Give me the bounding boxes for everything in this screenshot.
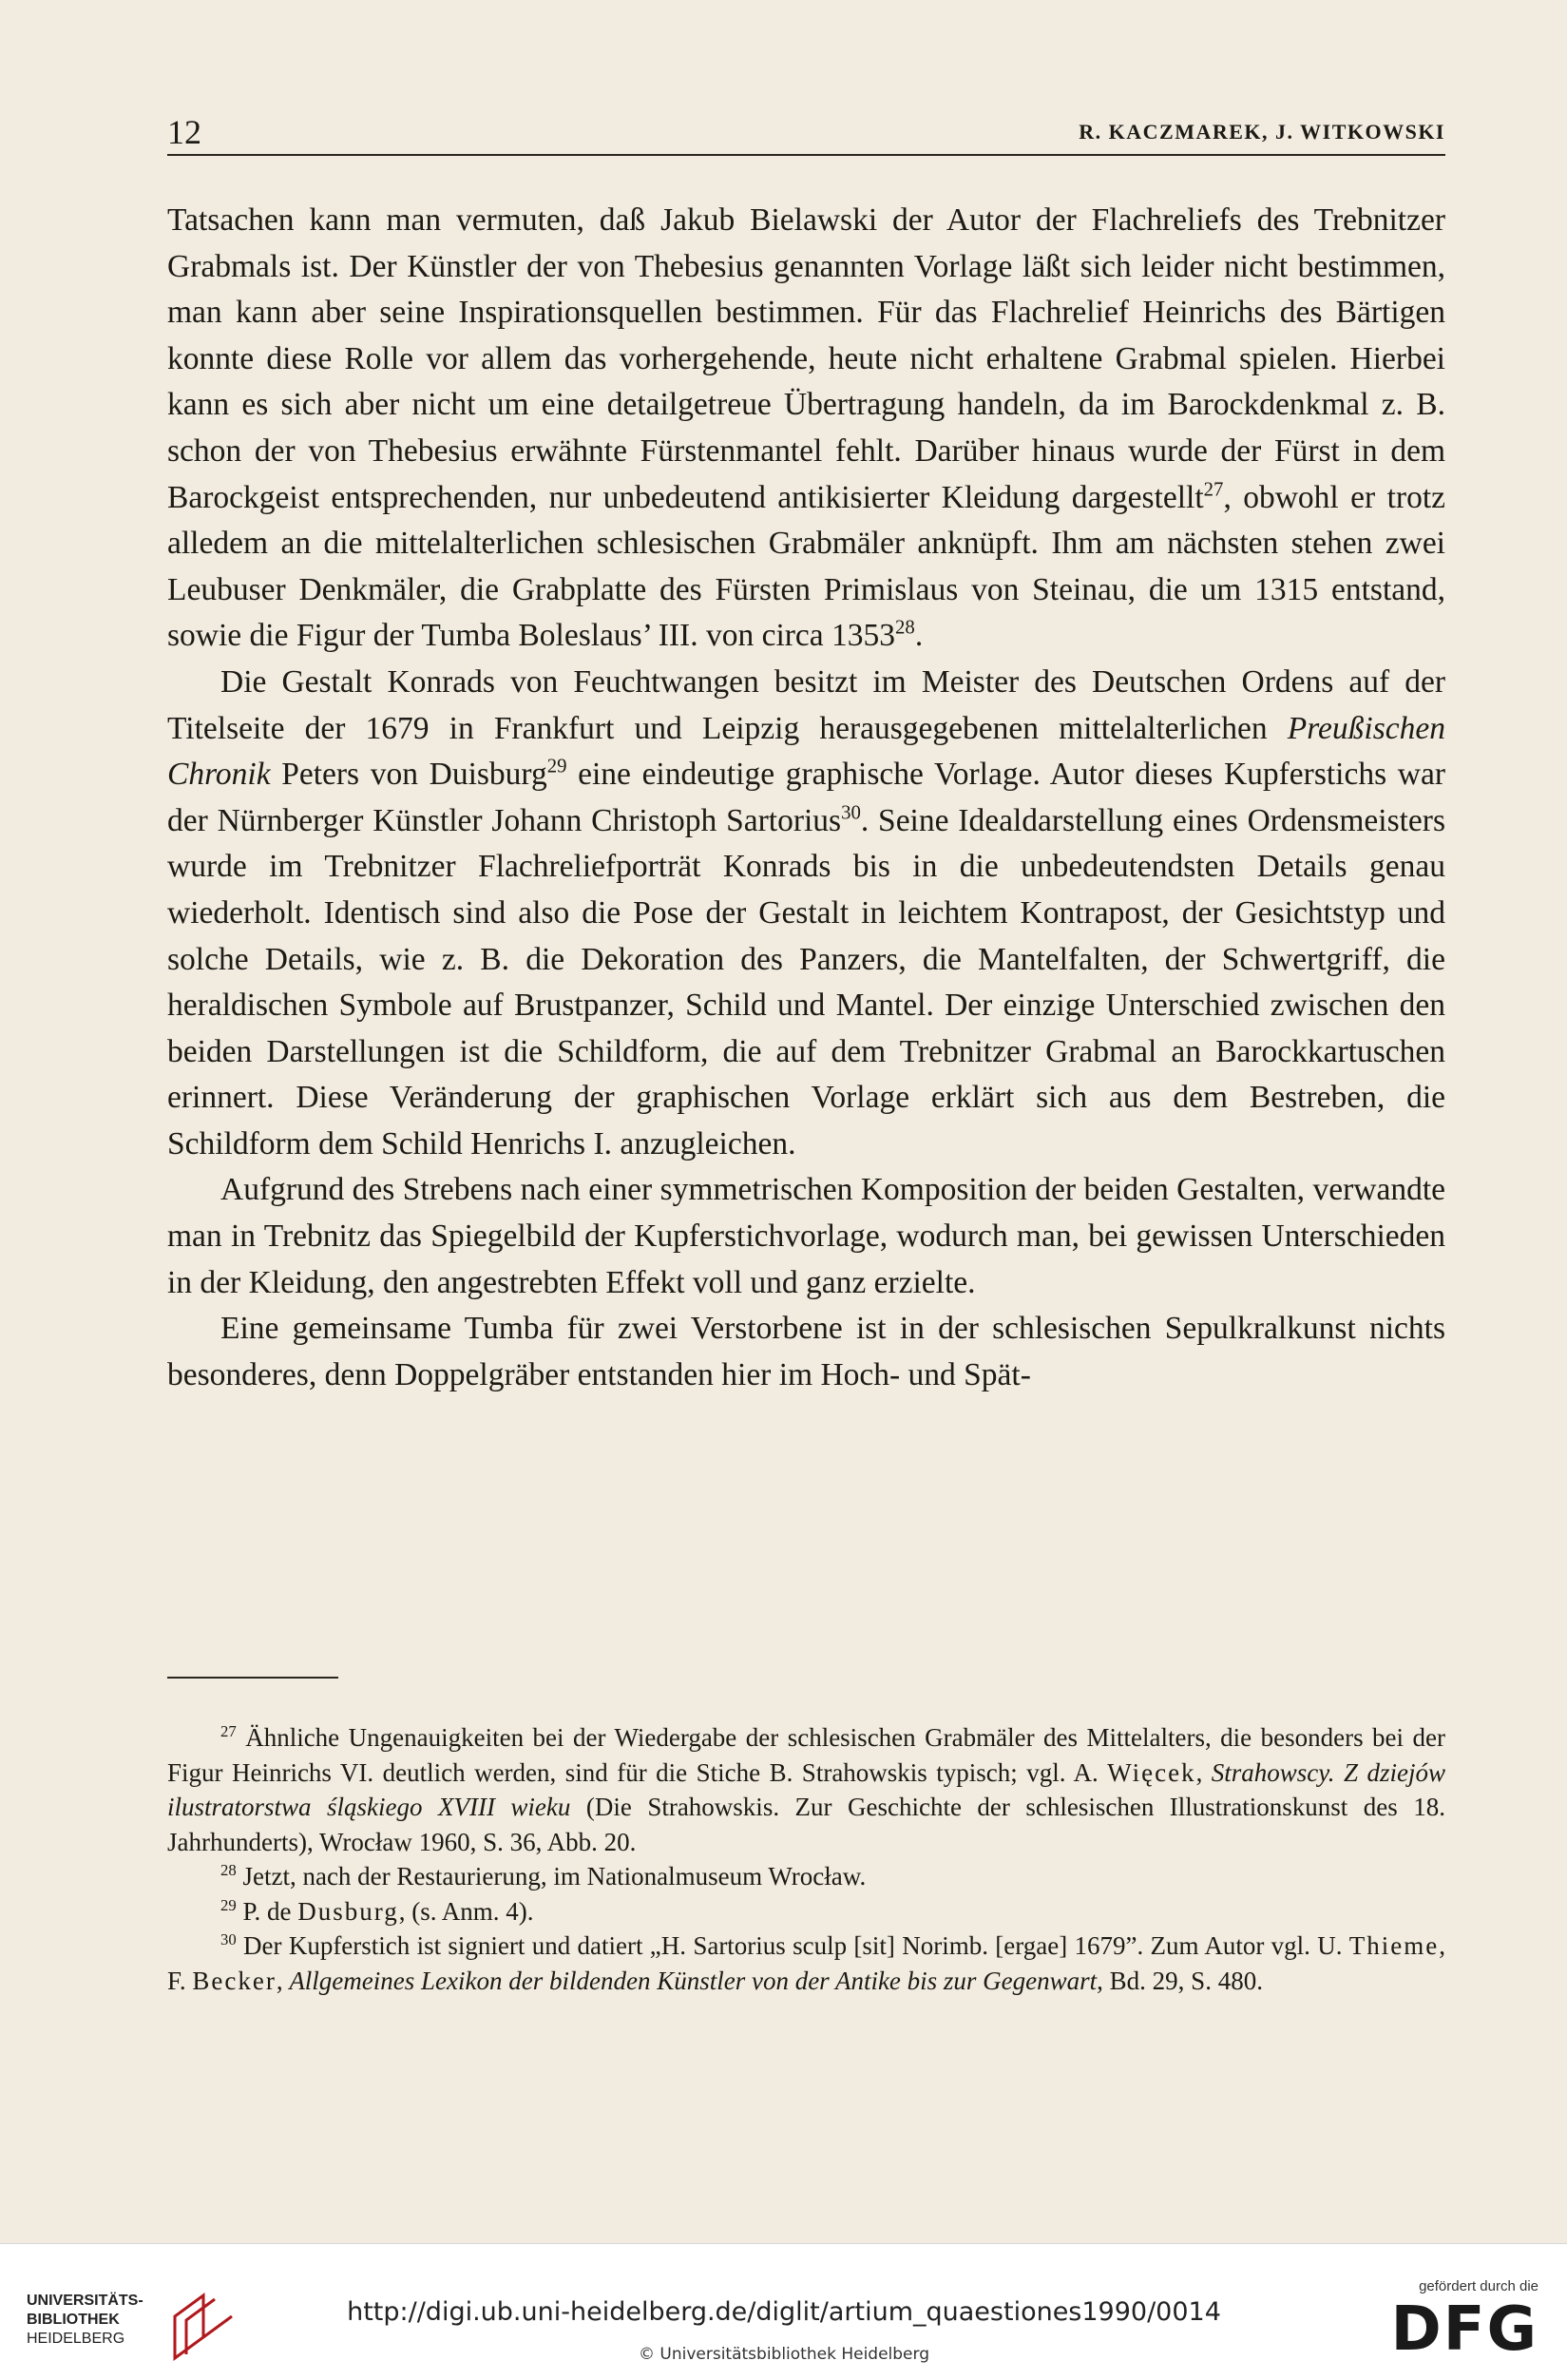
text-run: , obwohl er trotz alledem an die mittelalterlichen schlesischen Grabmäler anknüpft. Ihm am nächsten stehen zwei Leubuser Denkmäler, die Grabplatte des Fürsten Primislaus von Steinau, die um 1315 entstand, sowie die Figur der Tumba Boleslaus’ III. von circa 1353 — [167, 479, 1445, 654]
book-title: Strahowscy. Z dziejów ilustratorstwa śląskiego XVIII wieku — [167, 1757, 1445, 1821]
text-run: , F. — [167, 1931, 1445, 1995]
library-name-line: UNIVERSITÄTS- — [27, 2293, 143, 2309]
footnote-27 — [167, 1720, 1445, 1859]
paragraph-1 — [167, 198, 1445, 660]
funding-note: gefördert durch die — [1419, 2278, 1538, 2294]
footnotes — [167, 1720, 1445, 1998]
paragraph-4: Eine gemeinsame Tumba für zwei Verstorbene ist in der schlesischen Sepulkralkunst nichts besonderes, denn Doppelgräber entstanden hier im Hoch- und Spät- — [167, 1311, 1445, 1392]
footnote-number: 30 — [220, 1929, 237, 1948]
text-run: , (s. Anm. 4). — [398, 1896, 534, 1926]
page-header — [167, 112, 1445, 156]
text-run: P. de — [236, 1896, 298, 1926]
text-run: , — [276, 1966, 290, 1995]
text-run: (Die Strahowskis. Zur Geschichte der schlesischen Illustrationskunst des 18. Jahrhunderts), Wrocław 1960, S. 36, Abb. 20. — [167, 1793, 1445, 1856]
text-run: . Seine Idealdarstellung eines Ordensmeisters wurde im Trebnitzer Flachreliefporträt Konrads bis in die unbedeutendsten Details genau wiederholt. Identisch sind also die Pose der Gestalt in leichtem Kontrapost, der Gesichtstyp und solche Details, wie z. B. die Dekoration des Panzers, die Mantelfalten, der Schwertgriff, die heraldischen Symbole auf Brustpanzer, Schild und Mantel. Der einzige Unterschied zwischen den beiden Darstellungen ist die Schildform, die auf dem Trebnitzer Grabmal an Barockkartuschen erinnert. Diese Veränderung der graphischen Vorlage erklärt sich aus dem Bestreben, die Schildform dem Schild Henrichs I. anzugleichen. — [167, 802, 1445, 1161]
text-run: Peters von Duisburg — [270, 757, 547, 793]
running-head: R. KACZMAREK, J. WITKOWSKI — [1079, 120, 1445, 144]
text-run: eine eindeutige graphische Vorlage. Autor dieses Kupferstichs war der Nürnberger Künstler Johann Christoph Sartorius — [167, 757, 1445, 838]
digitization-footer — [0, 2243, 1567, 2380]
dfg-logo[interactable]: DFG — [1390, 2294, 1538, 2365]
book-title: Preußischen Chronik — [167, 710, 1445, 793]
author-name: Dusburg — [297, 1896, 399, 1926]
library-name-line: HEIDELBERG — [27, 2331, 125, 2347]
footnote-29 — [167, 1894, 1445, 1929]
footnote-28 — [167, 1859, 1445, 1894]
text-run: Ähnliche Ungenauigkeiten bei der Wiedergabe der schlesischen Grabmäler des Mittelalters, die besonders bei der Figur Heinrichs VI. deutlich werden, sind für die Stiche B. Strahowskis typisch; vgl. A. — [167, 1723, 1445, 1787]
page-number: 12 — [167, 113, 201, 151]
text-run: . — [914, 618, 924, 654]
footnote-divider — [167, 1677, 338, 1679]
footnote-number: 29 — [220, 1895, 237, 1914]
author-name: Becker — [192, 1966, 277, 1995]
footnote-number: 28 — [220, 1860, 237, 1879]
body-text — [167, 198, 1445, 1398]
footnote-number: 27 — [220, 1721, 237, 1740]
text-run: Der Kupferstich ist signiert und datiert „H. Sartorius sculp [sit] Norimb. [ergae] 1679”. Zum Autor vgl. U. — [236, 1931, 1349, 1960]
footnote-ref: 29 — [546, 755, 567, 777]
paragraph-2 — [167, 660, 1445, 1168]
author-name: Więcek — [1107, 1757, 1196, 1787]
footnote-ref: 30 — [841, 801, 861, 824]
copyright-notice: © Universitätsbibliothek Heidelberg — [638, 2345, 929, 2364]
library-name-line: BIBLIOTHEK — [27, 2312, 120, 2328]
text-run: , — [1195, 1757, 1212, 1787]
paragraph-3: Aufgrund des Strebens nach einer symmetrischen Komposition der beiden Gestalten, verwandte man in Trebnitz das Spiegelbild der Kupferstichvorlage, wodurch man, bei gewissen Unterschieden in der Kleidung, den angestrebten Effekt voll und ganz erzielte. — [167, 1172, 1445, 1300]
book-title: Allgemeines Lexikon der bildenden Künstler von der Antike bis zur Gegenwart — [289, 1966, 1098, 1995]
text-run: Die Gestalt Konrads von Feuchtwangen besitzt im Meister des Deutschen Ordens auf der Titelseite der 1679 in Frankfurt und Leipzig herausgegebenen mittelalterlichen — [167, 663, 1445, 746]
author-name: Thieme — [1348, 1931, 1440, 1960]
footnote-ref: 27 — [1203, 478, 1224, 501]
footnote-ref: 28 — [895, 616, 915, 639]
text-run: Tatsachen kann man vermuten, daß Jakub Bielawski der Autor der Flachreliefs des Trebnitzer Grabmals ist. Der Künstler der von Thebesius genannten Vorlage läßt sich leider nicht bestimmen, man kann aber seine Inspirationsquellen bestimmen. Für das Flachrelief Heinrichs des Bärtigen konnte diese Rolle vor allem das vorhergehende, heute nicht erhaltene Grabmal spielen. Hierbei kann es sich aber nicht um eine detailgetreue Übertragung handeln, da im Barockdenkmal z. B. schon der von Thebesius erwähnte Fürstenmantel fehlt. Darüber hinaus wurde der Fürst in dem Barockgeist entsprechenden, nur unbedeutend antikisierter Kleidung dargestellt — [167, 202, 1445, 515]
library-logo[interactable] — [27, 2292, 245, 2358]
text-run: , Bd. 29, S. 480. — [1097, 1966, 1263, 1995]
text-run: Jetzt, nach der Restaurierung, im Nationalmuseum Wrocław. — [236, 1862, 867, 1891]
permalink-url[interactable]: http://digi.ub.uni-heidelberg.de/diglit/artium_quaestiones1990/0014 — [347, 2297, 1221, 2327]
library-emblem-icon — [165, 2288, 241, 2362]
library-name — [27, 2292, 143, 2349]
footnote-30 — [167, 1929, 1445, 1998]
